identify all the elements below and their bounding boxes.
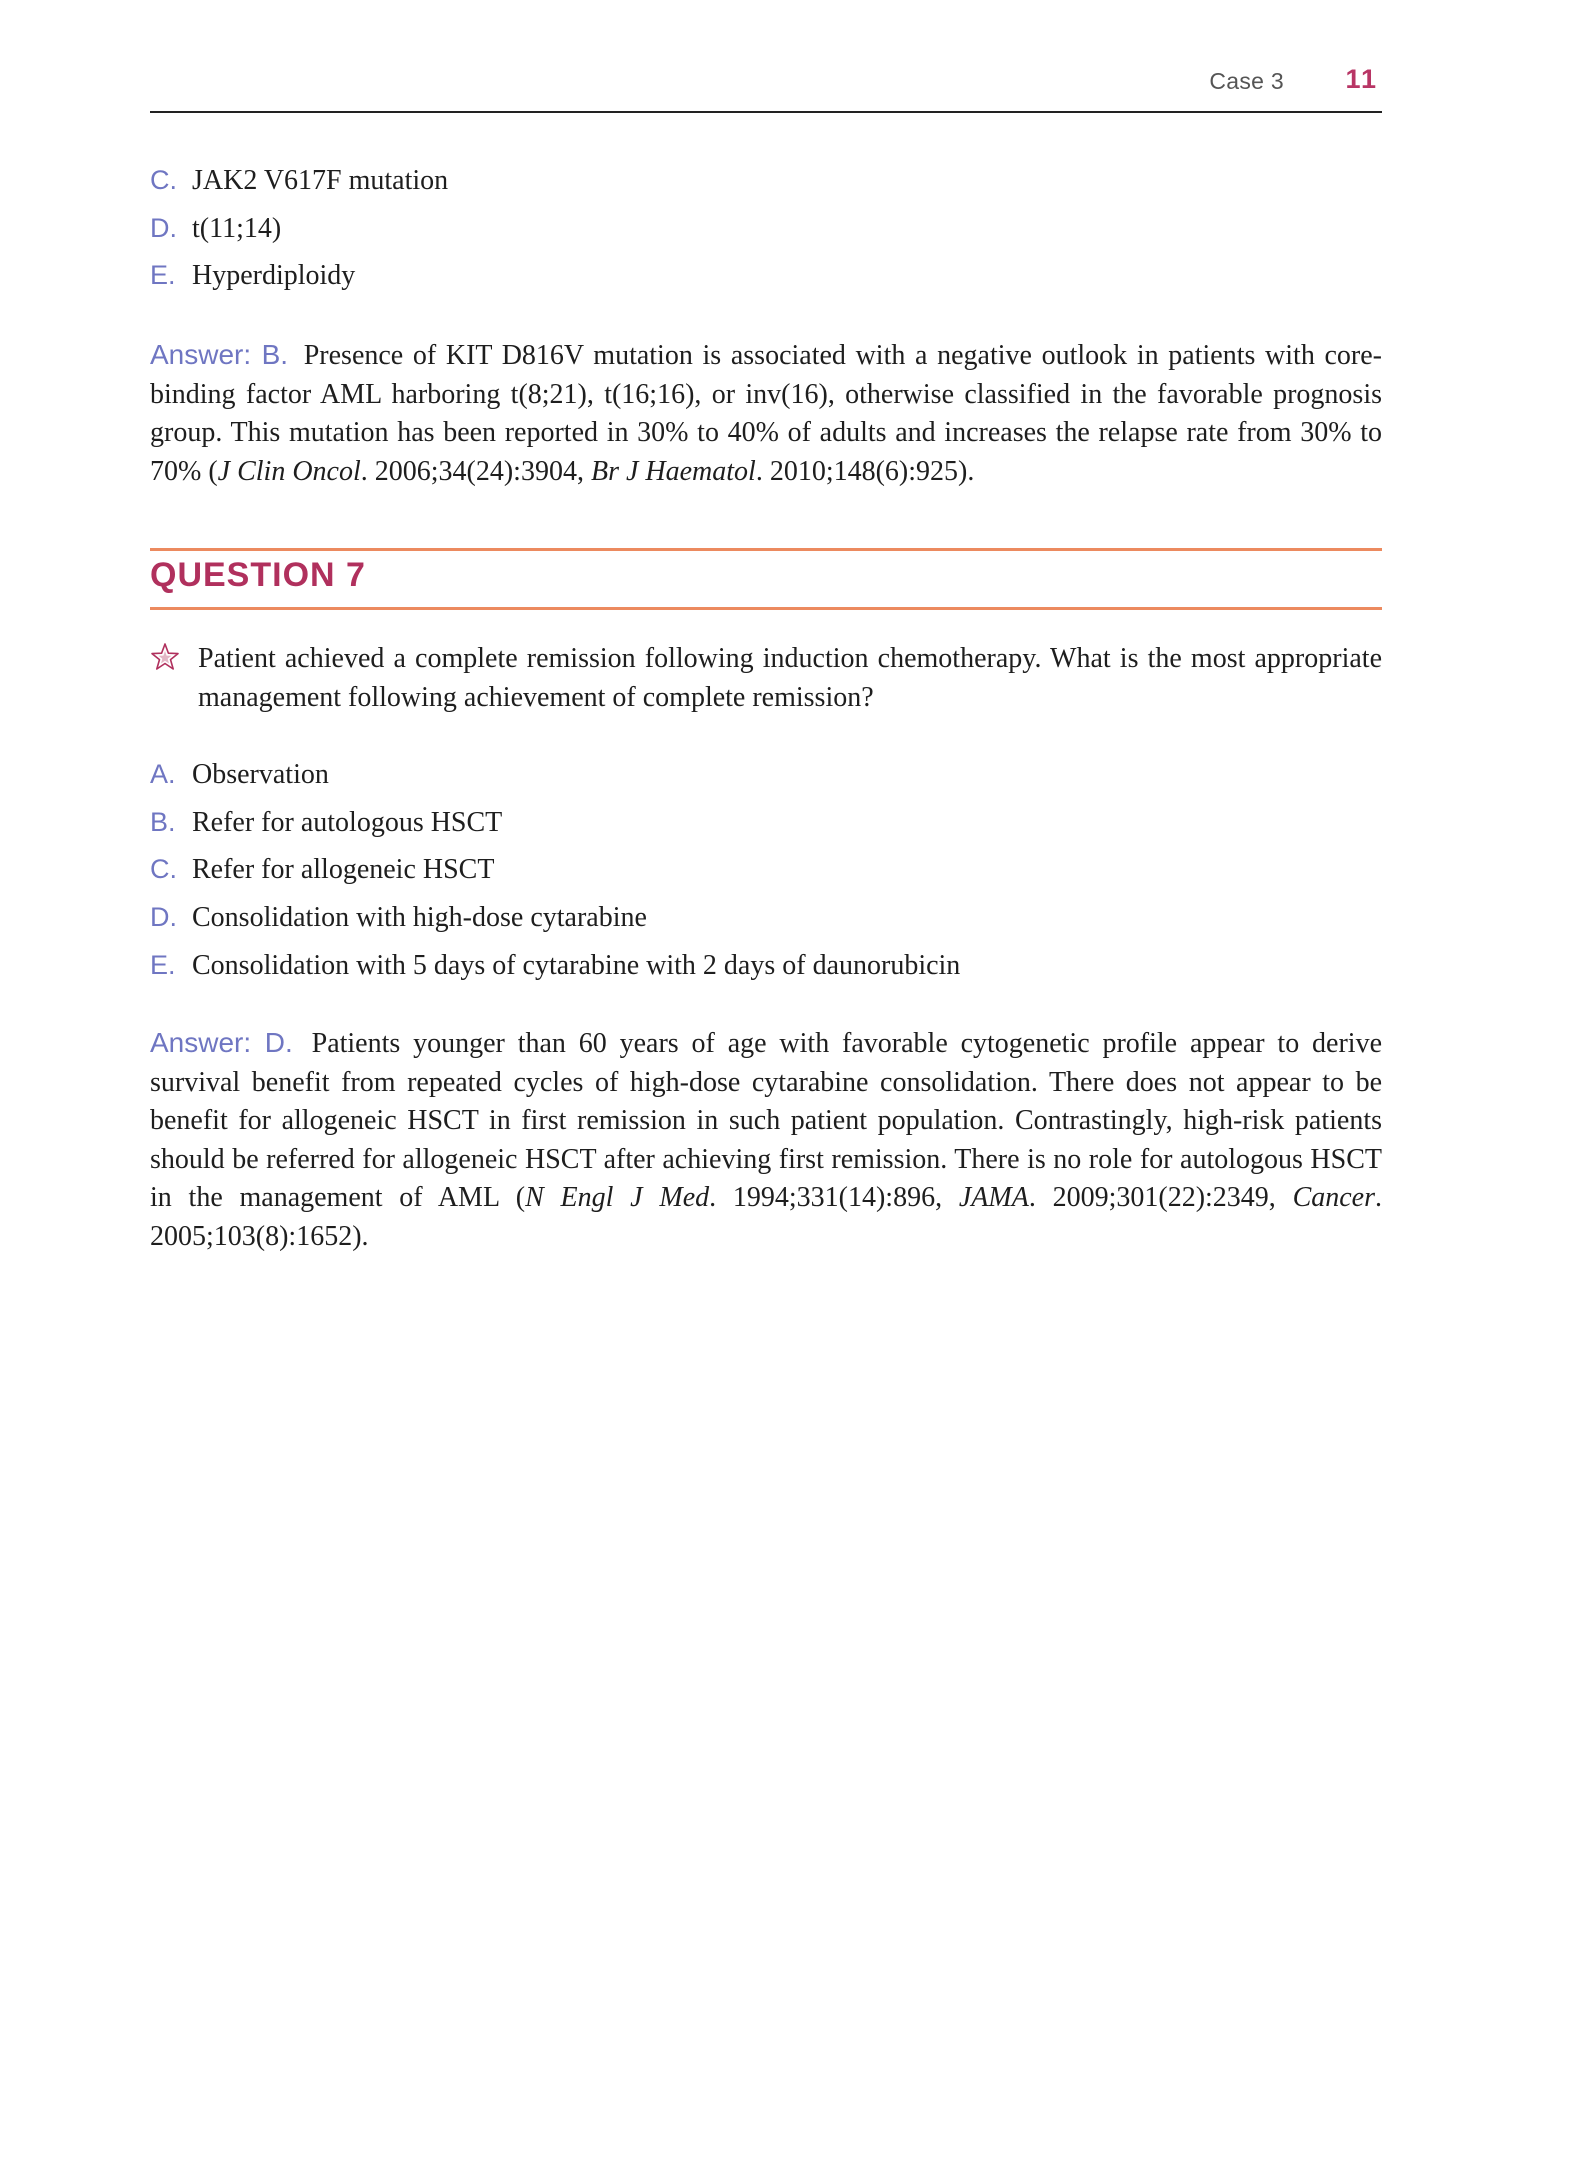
option-c <box>150 852 1382 900</box>
option-text: Consolidation with high-dose cytarabine <box>192 902 647 934</box>
option-letter: B. <box>150 806 176 837</box>
header-case-label: Case 3 <box>1209 68 1284 94</box>
citation-journal: Br J Haematol <box>590 455 756 487</box>
option-letter: A. <box>150 759 176 789</box>
citation-detail: . 2005;103(8):1652). <box>150 1182 1382 1252</box>
question-rule-top <box>150 548 1382 551</box>
question-rule-bottom <box>150 607 1382 610</box>
option-text: Consolidation with 5 days of cytarabine with 2 days of daunorubicin <box>192 949 961 981</box>
question-stem-text: Patient achieved a complete remission following induction chemotherapy. What is the most appropriate management following achievement of complete remission? <box>198 643 1382 713</box>
option-letter: E. <box>150 260 176 291</box>
option-text: Hyperdiploidy <box>192 260 356 292</box>
answer-7-paragraph <box>150 1024 1382 1256</box>
option-text: t(11;14) <box>192 212 282 244</box>
option-a <box>150 757 1382 805</box>
answer-label: Answer: D. <box>150 1027 293 1058</box>
question-stem <box>150 640 1382 717</box>
previous-options-list <box>150 163 1382 306</box>
option-text: Refer for autologous HSCT <box>192 806 503 838</box>
option-letter: C. <box>150 854 177 885</box>
answer-text: Patients younger than 60 years of age with favorable cytogenetic profile appear to derive survival benefit from repeated cycles of high-dose cytarabine consolidation. There does not appear to be benefit for allogeneic HSCT in first remission in such patient population. Contrastingly, high-risk patients should be referred for allogeneic HSCT after achieving first remission. There is no role for autologous HSCT in the management of AML ( <box>150 1028 1382 1213</box>
citation-detail: . 2010;148(6):925). <box>755 455 975 487</box>
header-rule <box>150 111 1382 113</box>
option-letter: C. <box>150 165 177 195</box>
option-c <box>150 163 1382 211</box>
option-e <box>150 258 1382 306</box>
option-letter: E. <box>150 949 176 980</box>
option-text: Observation <box>192 759 329 790</box>
answer-text: Presence of KIT D816V mutation is associated with a negative outlook in patients with core-binding factor AML harboring t(8;21), t(16;16), or inv(16), otherwise classified in the favorable prognosis group. This mutation has been reported in 30% to 40% of adults and increases the relapse rate from 30% to 70% ( <box>150 340 1382 487</box>
citation-detail: . 2009;301(22):2349, <box>1028 1182 1293 1213</box>
citation-journal: J Clin Oncol <box>217 455 361 487</box>
citation-journal: JAMA <box>958 1182 1029 1213</box>
option-text: Refer for allogeneic HSCT <box>192 854 495 886</box>
answer-label: Answer: B. <box>150 339 289 370</box>
citation-journal: N Engl J Med <box>525 1182 710 1213</box>
option-letter: D. <box>150 902 177 933</box>
running-header <box>150 60 1382 112</box>
page-number: 11 <box>1345 64 1378 94</box>
option-letter: D. <box>150 212 177 243</box>
answer-6-paragraph <box>150 336 1382 491</box>
option-text: JAK2 V617F mutation <box>192 165 449 196</box>
citation-journal: Cancer <box>1292 1182 1375 1213</box>
option-d <box>150 211 1382 259</box>
option-b <box>150 805 1382 853</box>
option-e <box>150 948 1382 996</box>
question-title: QUESTION 7 <box>150 556 366 594</box>
citation-detail: . 1994;331(14):896, <box>709 1182 959 1213</box>
star-icon <box>150 642 180 672</box>
question-7-options-list <box>150 757 1382 995</box>
option-d <box>150 900 1382 948</box>
citation-detail: . 2006;34(24):3904, <box>360 455 591 487</box>
